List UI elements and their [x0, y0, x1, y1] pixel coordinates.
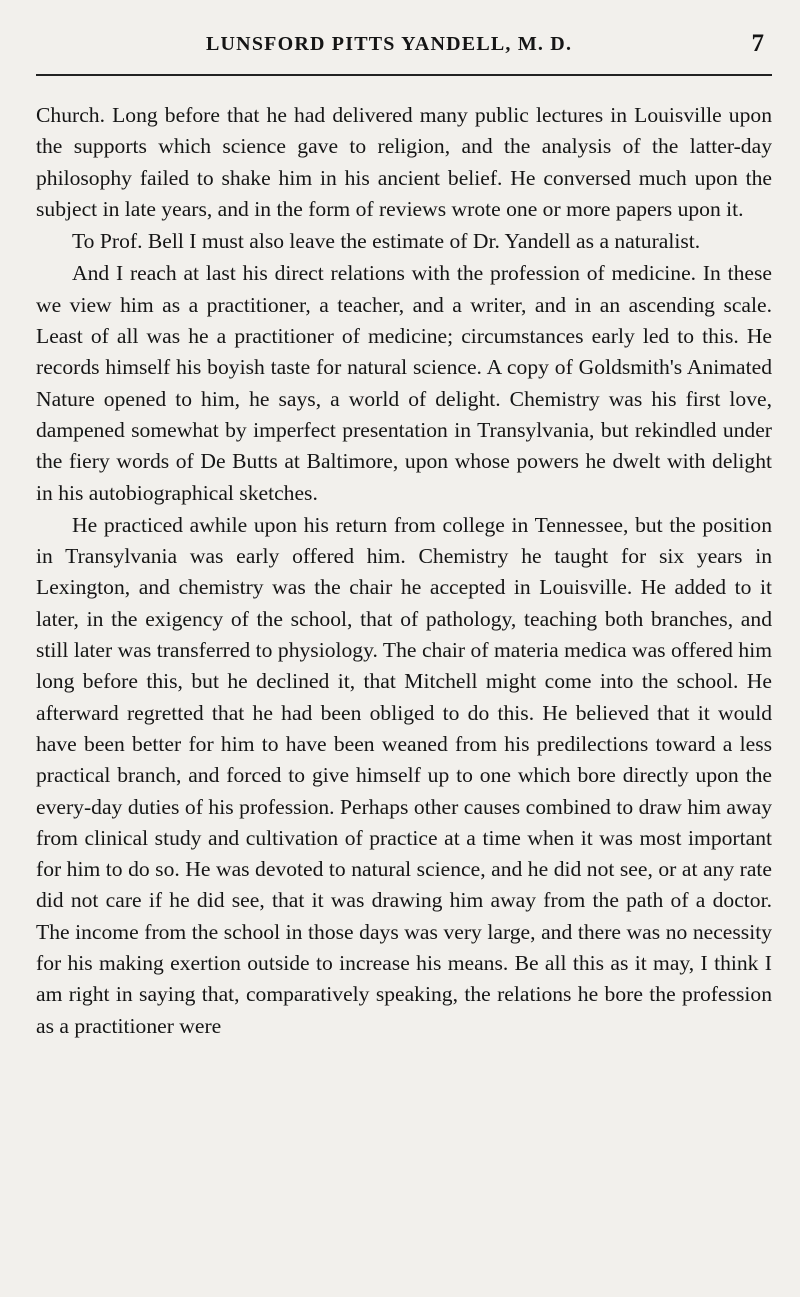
running-title: LUNSFORD PITTS YANDELL, M. D. — [206, 33, 573, 55]
body-text — [36, 100, 772, 1042]
page-number: 7 — [751, 30, 764, 57]
header-rule — [36, 74, 772, 76]
running-head — [36, 0, 772, 78]
paragraph: He practiced awhile upon his return from college in Tennessee, but the position in Transylvania was early offered him. Chemistry he taught for six years in Lexington, and chemistry was the chair he accepted in Louisville. He added to it later, in the exigency of the school, that of pathology, teaching both branches, and still later was transferred to physiology. The chair of materia medica was offered him long before this, but he declined it, that Mitchell might come into the school. He afterward regretted that he had been obliged to do this. He believed that it would have been better for him to have been weaned from his predilections toward a less practical branch, and forced to give himself up to one which bore directly upon the every-day duties of his profession. Perhaps other causes combined to draw him away from clinical study and cultivation of practice at a time when it was most important for him to do so. He was devoted to natural science, and he did not see, or at any rate did not care if he did see, that it was drawing him away from the path of a doctor. The income from the school in those days was very large, and there was no necessity for his making exertion outside to increase his means. Be all this as it may, I think I am right in saying that, comparatively speaking, the relations he bore the profession as a practitioner were — [36, 512, 772, 1038]
paragraph: And I reach at last his direct relations with the profession of medicine. In these we view him as a practitioner, a teacher, and a writer, and in an ascending scale. Least of all was he a practitioner of medicine; circumstances early led to this. He records himself his boyish taste for natural science. A copy of Goldsmith's Animated Nature opened to him, he says, a world of delight. Chemistry was his first love, dampened somewhat by imperfect presentation in Transylvania, but rekindled under the fiery words of De Butts at Baltimore, upon whose powers he dwelt with delight in his autobiographical sketches. — [36, 261, 772, 505]
paragraph: To Prof. Bell I must also leave the estimate of Dr. Yandell as a naturalist. — [72, 229, 701, 254]
paragraph-continued: Church. Long before that he had delivered many public lectures in Louisville upon the supports which science gave to religion, and the analysis of the latter-day philosophy failed to shake him in his ancient belief. He conversed much upon the subject in late years, and in the form of reviews wrote one or more papers upon it. — [36, 103, 772, 221]
